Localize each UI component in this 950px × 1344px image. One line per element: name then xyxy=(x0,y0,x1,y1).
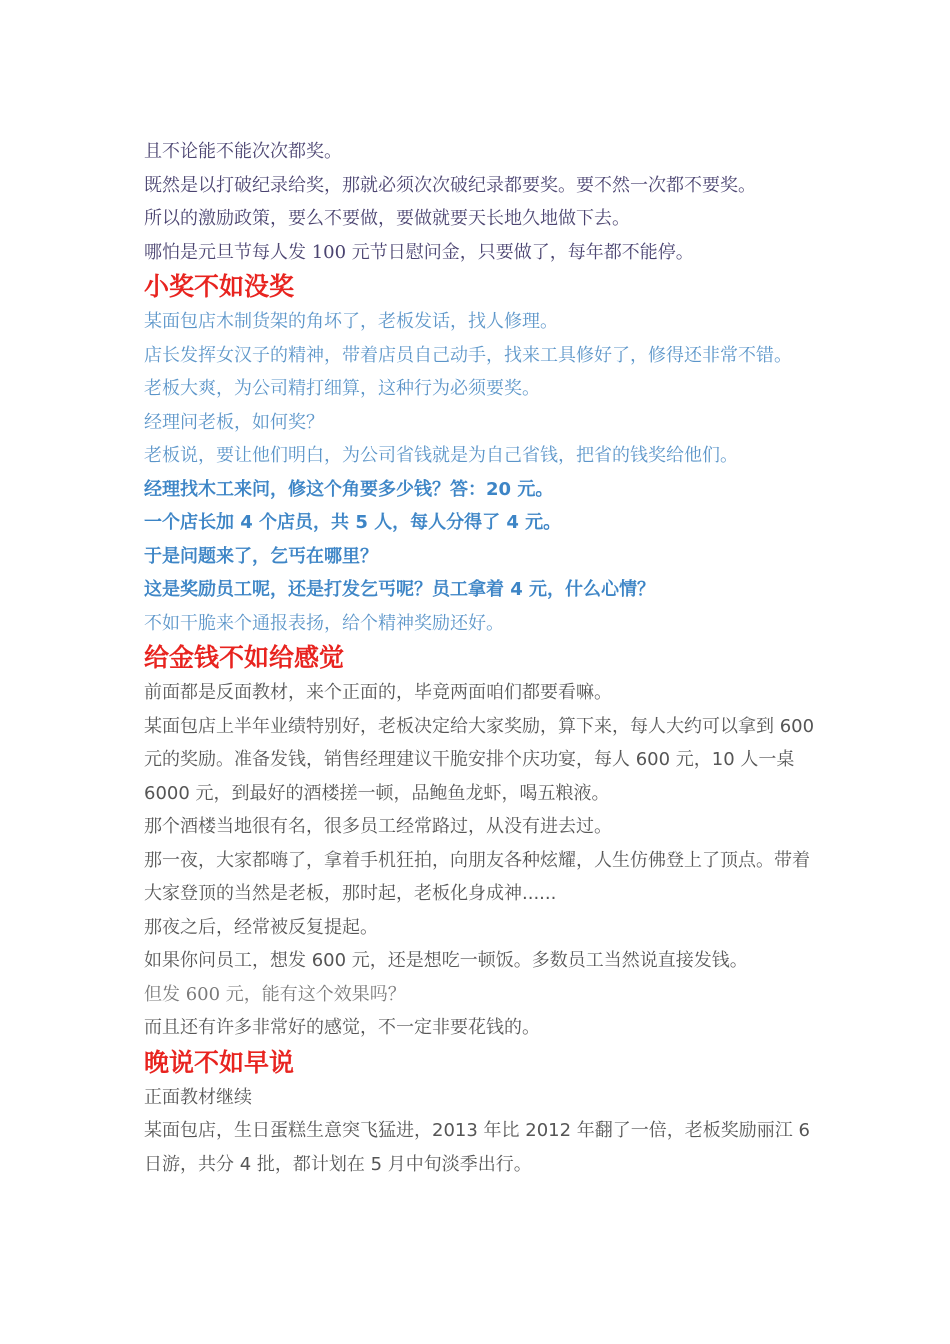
section-heading: 晚说不如早说 xyxy=(144,1047,295,1077)
paragraph: 那一夜，大家都嗨了，拿着手机狂拍，向朋友各种炫耀，人生仿佛登上了顶点。带着大家登顶的当然是老板，那时起，老板化身成神...... xyxy=(144,849,810,904)
paragraph: 不如干脆来个通报表扬，给个精神奖励还好。 xyxy=(144,612,504,634)
paragraph: 而且还有许多非常好的感觉，不一定非要花钱的。 xyxy=(144,1017,540,1038)
paragraph: 老板大爽，为公司精打细算，这种行为必须要奖。 xyxy=(144,378,540,399)
document-page xyxy=(144,135,820,1181)
paragraph: 某面包店，生日蛋糕生意突飞猛进，2013 年比 2012 年翻了一倍，老板奖励丽江 6 日游，共分 4 批，都计划在 5 月中旬淡季出行。 xyxy=(144,1120,810,1175)
paragraph: 于是问题来了，乞丐在哪里？ xyxy=(144,545,378,567)
paragraph: 某面包店上半年业绩特别好，老板决定给大家奖励，算下来，每人大约可以拿到 600 元的奖励。准备发钱，销售经理建议干脆安排个庆功宴，每人 600 元，10 人一桌 6000 元，到最好的酒楼搓一顿，品鲍鱼龙虾，喝五粮液。 xyxy=(144,715,815,804)
paragraph: 且不论能不能次次都奖。 xyxy=(144,141,342,162)
paragraph: 店长发挥女汉子的精神，带着店员自己动手，找来工具修好了，修得还非常不错。 xyxy=(144,344,792,366)
paragraph: 正面教材继续 xyxy=(144,1086,252,1108)
paragraph: 这是奖励员工呢，还是打发乞丐呢？员工拿着 4 元，什么心情？ xyxy=(144,579,656,600)
paragraph: 但发 600 元，能有这个效果吗？ xyxy=(144,983,406,1005)
paragraph: 哪怕是元旦节每人发 100 元节日慰问金，只要做了，每年都不能停。 xyxy=(144,241,694,263)
paragraph: 既然是以打破纪录给奖，那就必须次次破纪录都要奖。要不然一次都不要奖。 xyxy=(144,174,756,196)
paragraph: 那个酒楼当地很有名，很多员工经常路过，从没有进去过。 xyxy=(144,816,612,837)
paragraph: 经理找木工来问，修这个角要多少钱？答：20 元。 xyxy=(144,478,554,500)
section-heading: 给金钱不如给感觉 xyxy=(144,643,345,672)
paragraph: 所以的激励政策，要么不要做，要做就要天长地久地做下去。 xyxy=(144,208,630,229)
paragraph: 经理问老板，如何奖？ xyxy=(144,411,324,433)
paragraph: 如果你问员工，想发 600 元，还是想吃一顿饭。多数员工当然说直接发钱。 xyxy=(144,950,748,971)
paragraph: 前面都是反面教材，来个正面的，毕竟两面咱们都要看嘛。 xyxy=(144,682,612,703)
paragraph: 老板说，要让他们明白，为公司省钱就是为自己省钱，把省的钱奖给他们。 xyxy=(144,445,738,466)
paragraph: 那夜之后，经常被反复提起。 xyxy=(144,916,378,938)
paragraph: 一个店长加 4 个店员，共 5 人，每人分得了 4 元。 xyxy=(144,512,562,533)
paragraph: 某面包店木制货架的角坏了，老板发话，找人修理。 xyxy=(144,311,558,332)
section-heading: 小奖不如没奖 xyxy=(144,272,295,301)
